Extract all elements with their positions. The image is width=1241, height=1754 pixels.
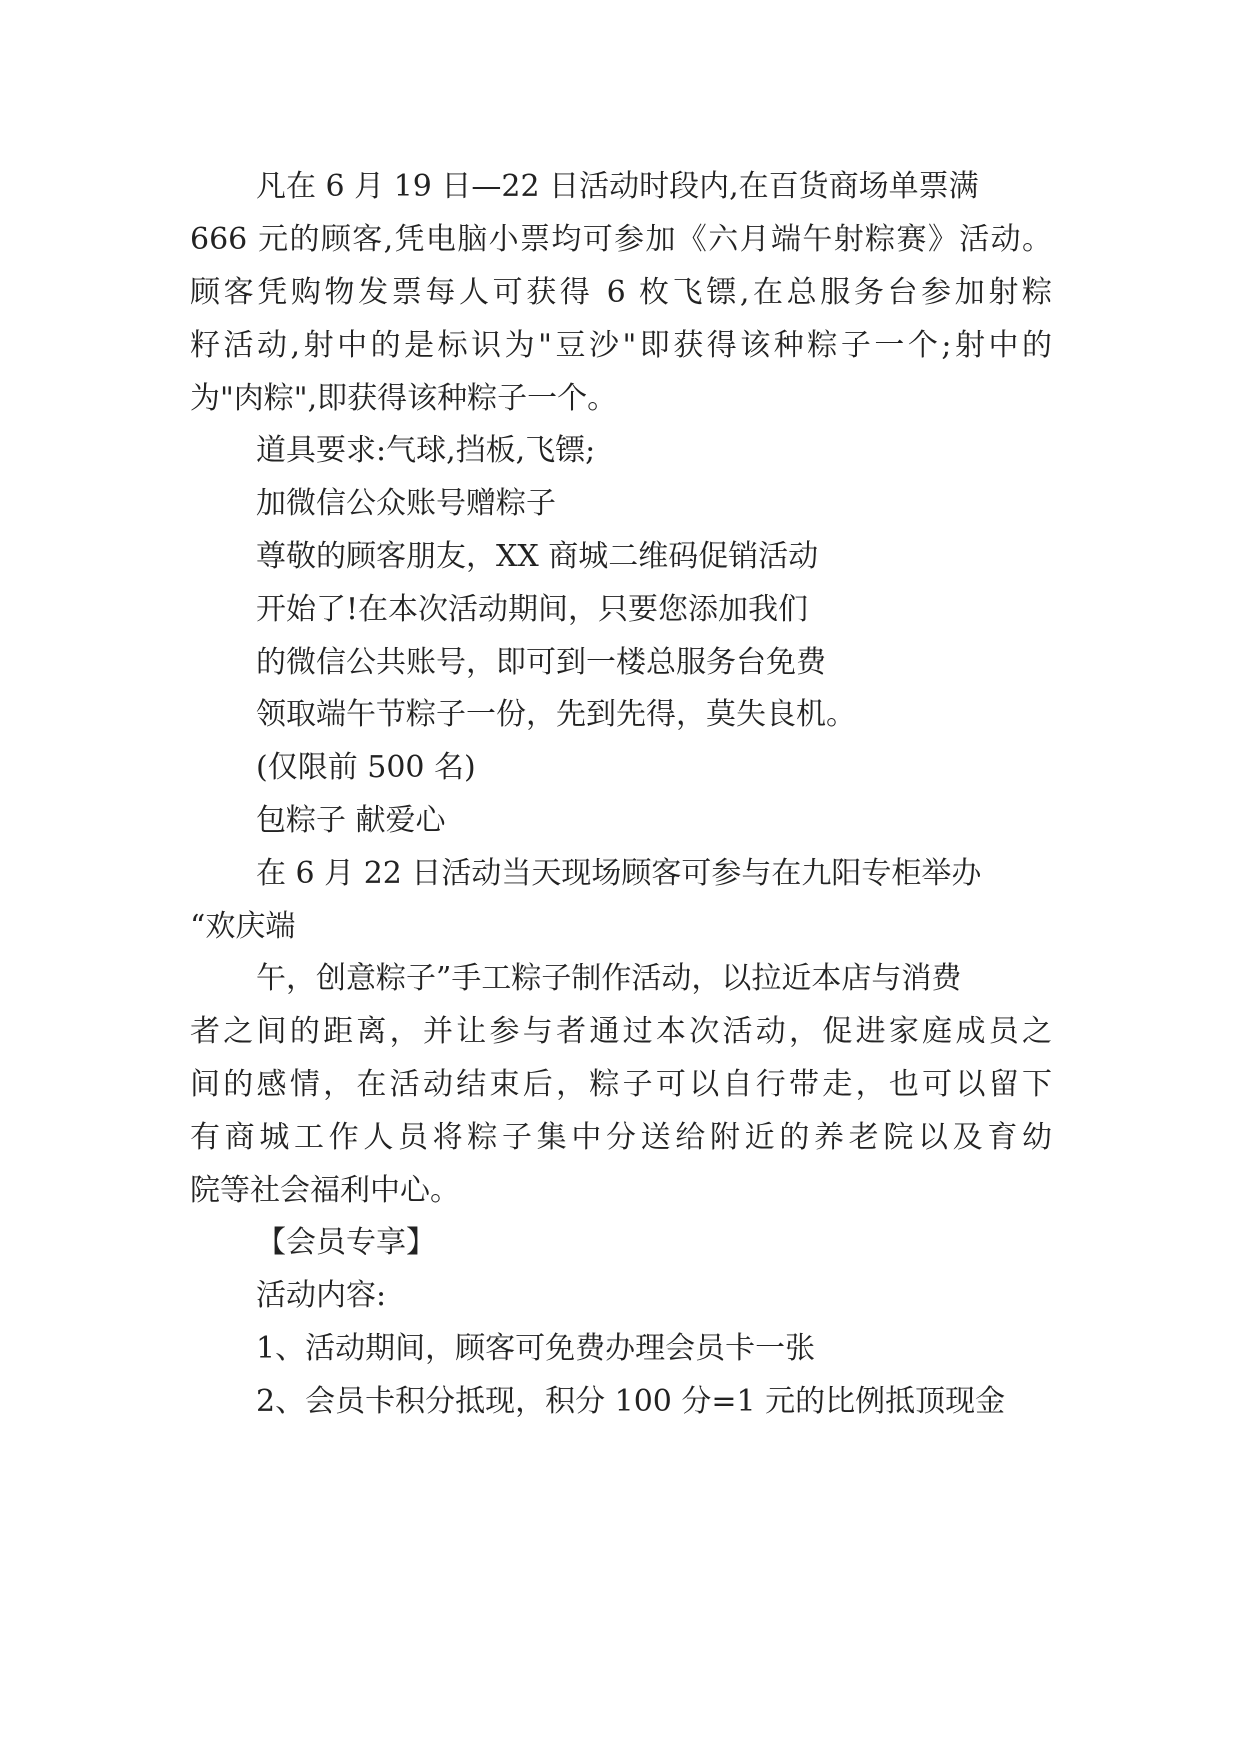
paragraph-line: 的微信公共账号，即可到一楼总服务台免费: [256, 645, 826, 680]
paragraph-line: 有商城工作人员将粽子集中分送给附近的养老院以及育幼: [190, 1120, 1052, 1155]
paragraph-line: 者之间的距离，并让参与者通过本次活动，促进家庭成员之: [190, 1014, 1052, 1049]
paragraph-line: 顾客凭购物发票每人可获得 6 枚飞镖,在总服务台参加射粽: [190, 275, 1052, 310]
paragraph-line: 为"肉粽",即获得该种粽子一个。: [190, 381, 618, 416]
list-item: 2、会员卡积分抵现，积分 100 分=1 元的比例抵顶现金: [256, 1384, 1006, 1419]
paragraph-line: 加微信公众账号赠粽子: [256, 486, 556, 521]
paragraph-line: 666 元的顾客,凭电脑小票均可参加《六月端午射粽赛》活动。: [190, 222, 1052, 257]
section-heading: 【会员专享】: [256, 1225, 436, 1260]
paragraph-line: 午，创意粽子”手工粽子制作活动，以拉近本店与消费: [256, 961, 962, 996]
paragraph-line: 间的感情，在活动结束后，粽子可以自行带走，也可以留下: [190, 1067, 1052, 1102]
paragraph-line: 凡在 6 月 19 日—22 日活动时段内,在百货商场单票满: [256, 169, 979, 204]
paragraph-line: “欢庆端: [190, 909, 296, 944]
paragraph-line: 院等社会福利中心。: [190, 1173, 460, 1208]
list-item: 1、活动期间，顾客可免费办理会员卡一张: [256, 1331, 816, 1366]
paragraph-line: (仅限前 500 名): [256, 750, 476, 785]
paragraph-line: 籽活动,射中的是标识为"豆沙"即获得该种粽子一个;射中的: [190, 328, 1052, 363]
paragraph-line: 活动内容:: [256, 1278, 387, 1313]
paragraph-line: 开始了!在本次活动期间，只要您添加我们: [256, 592, 809, 627]
paragraph-line: 在 6 月 22 日活动当天现场顾客可参与在九阳专柜举办: [256, 856, 982, 891]
paragraph-line: 包粽子 献爱心: [256, 803, 446, 838]
paragraph-line: 尊敬的顾客朋友，XX 商城二维码促销活动: [256, 539, 819, 574]
paragraph-line: 领取端午节粽子一份，先到先得，莫失良机。: [256, 697, 856, 732]
paragraph-line: 道具要求:气球,挡板,飞镖;: [256, 433, 596, 468]
